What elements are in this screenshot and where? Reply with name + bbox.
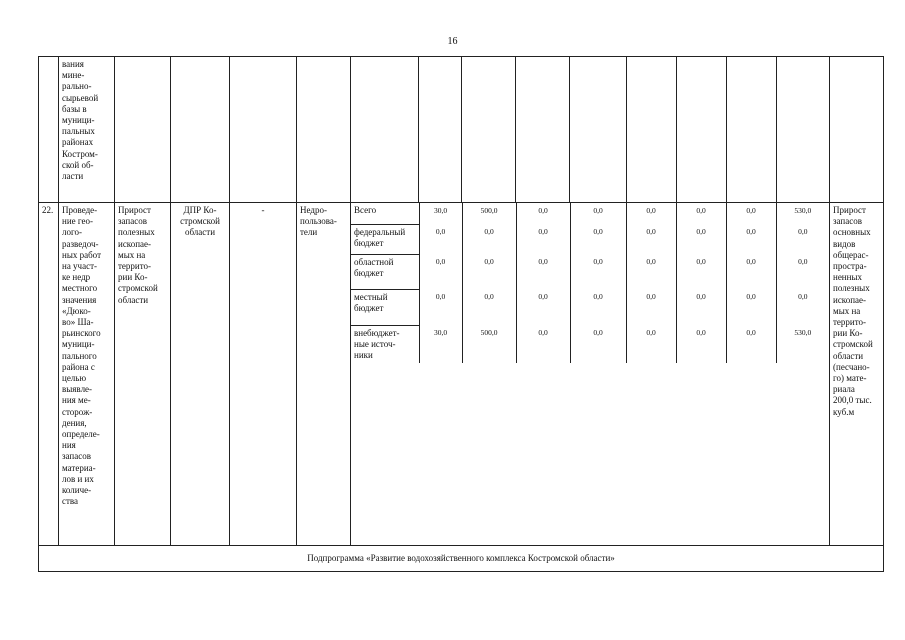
- text-line: тели: [300, 227, 318, 238]
- text-line: ке недр: [62, 272, 91, 283]
- text-line: запасов: [62, 451, 91, 462]
- text-line: пальных: [62, 126, 95, 137]
- text-line: мине-: [62, 70, 85, 81]
- funding-value: 0,0: [726, 254, 776, 289]
- text-line: бюджет: [354, 237, 384, 248]
- text-line: стромской: [833, 339, 873, 350]
- text-line: во» Ша-: [62, 317, 94, 328]
- program-table: [38, 56, 884, 572]
- funding-value: 0,0: [626, 254, 676, 289]
- text-line: мых на: [118, 249, 146, 260]
- text-line: областной: [354, 256, 394, 267]
- text-line: запасов: [833, 216, 862, 227]
- executor-cell: [171, 203, 230, 546]
- text-line: риала: [833, 384, 855, 395]
- text-line: целью: [62, 373, 87, 384]
- funding-value: 30,0: [419, 203, 462, 224]
- text-line: дения,: [62, 417, 87, 428]
- text-line: местного: [62, 283, 98, 294]
- funding-value: 0,0: [419, 289, 462, 325]
- activity-row: [39, 203, 884, 546]
- funding-value: 0,0: [798, 227, 808, 236]
- funding-value: 0,0: [726, 289, 776, 325]
- funding-value: 0,0: [676, 224, 726, 254]
- page-number: 16: [447, 36, 458, 47]
- funding-value: 530,0: [794, 328, 812, 337]
- funding-value: 0,0: [462, 254, 516, 289]
- text-line: Проведе-: [62, 205, 98, 215]
- coexecutor-cell: -: [230, 203, 297, 546]
- funding-value: 0,0: [570, 224, 626, 254]
- text-line: (песчано-: [833, 361, 870, 372]
- funding-value: 0,0: [570, 203, 626, 224]
- funding-row: [351, 203, 829, 224]
- text-line: террито-: [118, 261, 152, 272]
- subprogram-row: [39, 546, 884, 572]
- text-line: пользова-: [300, 216, 337, 227]
- text-line: мых на: [833, 305, 861, 316]
- text-line: Костром-: [62, 148, 98, 159]
- funding-value: 0,0: [516, 224, 570, 254]
- text-line: ния ме-: [62, 395, 91, 406]
- text-line: значения: [62, 294, 97, 305]
- prev-name-cell: [59, 57, 115, 203]
- text-line: ных работ: [62, 249, 102, 260]
- funding-source-label: [351, 289, 419, 325]
- text-line: видов: [833, 238, 856, 249]
- text-line: Всего: [354, 205, 377, 215]
- funding-sources: [351, 203, 829, 363]
- text-line: муници-: [62, 339, 95, 350]
- subprogram-title: Подпрограмма «Развитие водохозяйственного комплекса Костромской области»: [39, 546, 884, 572]
- text-line: федеральный: [354, 226, 406, 237]
- funding-value: 500,0: [462, 203, 516, 224]
- funding-value: 0,0: [626, 289, 676, 325]
- funding-value: 0,0: [462, 289, 516, 325]
- text-line: базы в: [62, 103, 87, 114]
- funding-row: [351, 224, 829, 254]
- text-line: районах: [62, 137, 94, 148]
- funding-value: 0,0: [462, 224, 516, 254]
- funding-value: 0,0: [626, 203, 676, 224]
- text-line: лов и их: [62, 473, 94, 484]
- funding-value: 0,0: [419, 224, 462, 254]
- text-line: общерас-: [833, 249, 869, 260]
- text-line: стромской: [180, 216, 220, 227]
- text-line: района с: [62, 361, 95, 372]
- text-line: рии Ко-: [833, 328, 863, 339]
- funding-value: 0,0: [626, 224, 676, 254]
- text-line: ископае-: [833, 294, 867, 305]
- text-line: материа-: [62, 462, 96, 473]
- text-line: области: [833, 350, 864, 361]
- funding-value: 0,0: [570, 325, 626, 363]
- funding-value: 0,0: [419, 254, 462, 289]
- funding-row: [351, 289, 829, 325]
- text-line: количе-: [62, 485, 92, 496]
- funding-value: 0,0: [570, 254, 626, 289]
- funding-source-label: [351, 325, 419, 363]
- funding-source-label: [351, 203, 419, 224]
- funding-value: 0,0: [726, 325, 776, 363]
- funding-value: 0,0: [626, 325, 676, 363]
- text-line: ДПР Ко-: [183, 205, 217, 215]
- funding-value: 0,0: [726, 203, 776, 224]
- text-line: Прирост: [118, 205, 151, 215]
- prev-index-cell: [39, 57, 59, 203]
- funding-value: 0,0: [798, 257, 808, 266]
- text-line: пального: [62, 350, 97, 361]
- text-line: ской об-: [62, 159, 94, 170]
- text-line: ные источ-: [354, 338, 396, 349]
- participants-cell: [297, 203, 351, 546]
- text-line: простра-: [833, 261, 867, 272]
- text-line: Прирост: [833, 205, 866, 215]
- funding-value: 0,0: [676, 254, 726, 289]
- funding-value: 0,0: [676, 203, 726, 224]
- text-line: выявле-: [62, 384, 93, 395]
- text-line: бюджет: [354, 302, 384, 313]
- text-line: сырьевой: [62, 92, 99, 103]
- result-cell: [830, 203, 884, 546]
- funding-value: 0,0: [676, 325, 726, 363]
- funding-value: 0,0: [570, 289, 626, 325]
- funding-value: 0,0: [516, 325, 570, 363]
- funding-value: 530,0: [794, 206, 812, 215]
- text-line: ния: [62, 440, 76, 451]
- text-line: Недро-: [300, 205, 327, 215]
- text-line: террито-: [833, 317, 867, 328]
- text-line: рально-: [62, 81, 92, 92]
- funding-value: 500,0: [462, 325, 516, 363]
- text-line: на участ-: [62, 261, 98, 272]
- funding-value: 0,0: [516, 203, 570, 224]
- funding-source-label: [351, 224, 419, 254]
- text-line: го) мате-: [833, 373, 867, 384]
- text-line: «Дюко-: [62, 305, 91, 316]
- text-line: определе-: [62, 429, 100, 440]
- text-line: сторож-: [62, 406, 93, 417]
- funding-row: [351, 254, 829, 289]
- text-line: ние гео-: [62, 216, 93, 227]
- text-line: разведоч-: [62, 238, 99, 249]
- text-line: основных: [833, 227, 871, 238]
- text-line: куб.м: [833, 406, 855, 417]
- funding-sources-cell: [351, 203, 830, 546]
- funding-value: 0,0: [798, 292, 808, 301]
- funding-value: 0,0: [676, 289, 726, 325]
- funding-row: [351, 325, 829, 363]
- text-line: лого-: [62, 227, 82, 238]
- text-line: ства: [62, 496, 79, 507]
- text-line: бюджет: [354, 267, 384, 278]
- text-line: полезных: [118, 227, 155, 238]
- text-line: области: [118, 294, 149, 305]
- text-line: рьинского: [62, 328, 101, 339]
- text-line: запасов: [118, 216, 147, 227]
- text-line: области: [184, 227, 216, 238]
- text-line: местный: [354, 291, 388, 302]
- funding-value: 0,0: [516, 289, 570, 325]
- text-line: полезных: [833, 283, 870, 294]
- text-line: муници-: [62, 115, 95, 126]
- text-line: стромской: [118, 283, 158, 294]
- funding-table: [351, 203, 829, 363]
- text-line: внебюджет-: [354, 327, 400, 338]
- funding-value: 30,0: [419, 325, 462, 363]
- text-line: вания: [62, 59, 84, 69]
- continuation-row: [39, 57, 884, 203]
- funding-value: 0,0: [516, 254, 570, 289]
- text-line: ники: [354, 349, 373, 360]
- activity-goal-cell: [115, 203, 171, 546]
- activity-name-cell: [59, 203, 115, 546]
- text-line: ископае-: [118, 238, 152, 249]
- text-line: ненных: [833, 272, 862, 283]
- text-line: рии Ко-: [118, 272, 148, 283]
- row-index: 22.: [39, 203, 59, 546]
- funding-value: 0,0: [726, 224, 776, 254]
- text-line: ласти: [62, 171, 84, 182]
- funding-source-label: [351, 254, 419, 289]
- text-line: 200,0 тыс.: [833, 395, 872, 406]
